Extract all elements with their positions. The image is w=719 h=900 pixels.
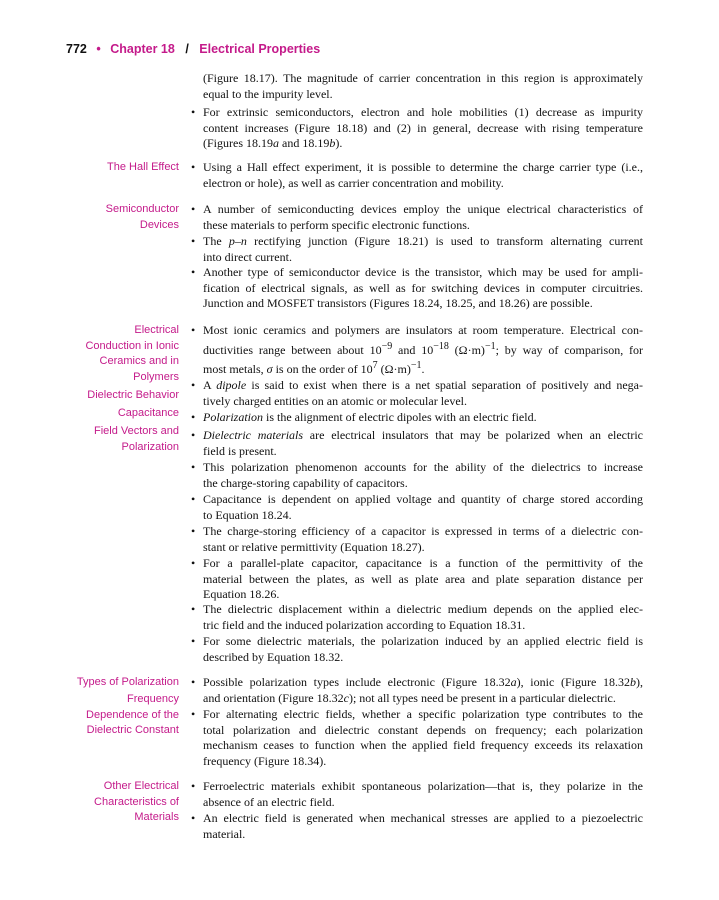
text-line: Junction and MOSFET transistors (Figures 18.24, 18.25, and 18.26) are possible. (203, 296, 593, 310)
margin-heading-line: Capacitance (117, 407, 179, 419)
chapter-label: Chapter 18 (110, 42, 175, 56)
continuation-paragraph (203, 71, 643, 102)
summary-bullet-ferroelectric (203, 779, 643, 810)
bullet-marker: • (191, 524, 196, 538)
bullet-marker: • (191, 378, 196, 392)
text-fragment: a (273, 136, 279, 150)
summary-bullet-devices (203, 202, 643, 233)
text-fragment: and 18.19 (279, 136, 330, 150)
text-line: Capacitance is dependent on applied voltage and quantity of charge stored according (203, 492, 643, 506)
summary-bullet-transistor (203, 265, 643, 312)
text-line: content increases (Figure 18.18) and (2) in general, decrease with rising temperature (203, 120, 643, 135)
margin-heading-line: Ceramics and in (99, 355, 179, 367)
text-line: tric field and the induced polarization according to Equation 18.31. (203, 617, 526, 632)
summary-bullet-ionic-conduction (203, 323, 643, 378)
text-line: described by Equation 18.32. (203, 649, 344, 664)
text-line: For a parallel-plate capacitor, capacitance is a function of the permittivity of the (203, 556, 643, 570)
text-line: tively charged entities on an atomic or molecular level. (203, 393, 468, 408)
superscript: 7 (372, 360, 378, 371)
text-line (203, 234, 643, 250)
page-number: 772 (66, 42, 87, 56)
text-fragment: ); not all types need be present in a particular dielectric. (348, 690, 616, 705)
bullet-marker: • (191, 811, 196, 825)
margin-heading-line: Polarization (121, 440, 179, 453)
text-line: into direct current. (203, 249, 292, 264)
text-line: the charge-storing capability of capacitors. (203, 475, 408, 490)
bullet-marker: • (191, 492, 196, 506)
text-line: total polarization and dielectric constant depends on frequency; each polarization (203, 722, 643, 737)
text-line: Equation 18.26. (203, 587, 280, 601)
header-slash: / (185, 42, 189, 56)
text-fragment: c (343, 690, 349, 705)
text-fragment: Dielectric materials (203, 428, 304, 442)
text-fragment: . (421, 362, 425, 376)
margin-heading-line: The Hall Effect (107, 161, 179, 173)
text-fragment: (Figures 18.19 (203, 136, 273, 150)
text-line: to Equation 18.24. (203, 507, 292, 522)
margin-heading-line: Field Vectors and (94, 425, 179, 437)
text-fragment: is the alignment of electric dipoles with an electric field. (263, 410, 537, 424)
bullet-marker: • (191, 105, 196, 119)
summary-bullet-pn-junction (203, 234, 643, 265)
text-line: material between the plates, as well as plate area and plate separation distance per (203, 571, 643, 586)
text-line: Most ionic ceramics and polymers are insulators at room temperature. Electrical con- (203, 323, 643, 337)
margin-heading-line: Electrical (134, 324, 179, 336)
text-fragment: and orientation (Figure 18.32 (203, 690, 344, 705)
margin-heading-line: Types of Polarization (76, 676, 179, 688)
superscript: −1 (410, 360, 422, 371)
text-fragment: ). (335, 136, 343, 150)
text-line: Using a Hall effect experiment, it is possible to determine the charge carrier type (i.e., (203, 160, 643, 174)
text-fragment: and 10 (392, 342, 434, 357)
margin-heading-dielectric-behavior (87, 388, 179, 404)
chapter-title: Electrical Properties (199, 42, 321, 56)
bullet-marker: • (191, 675, 196, 689)
bullet-marker: • (191, 460, 196, 474)
text-line: For alternating electric fields, whether a specific polarization type contributes to the (203, 707, 643, 721)
header-bullet: • (96, 42, 101, 56)
margin-heading-line: Materials (134, 811, 179, 823)
text-line: The charge-storing efficiency of a capacitor is expressed in terms of a dielectric con- (203, 524, 643, 538)
text-fragment: b (629, 675, 636, 689)
summary-bullet-hall-effect (203, 160, 643, 191)
text-fragment: rectifying junction (Figure 18.21) is used to transform alternating current (246, 234, 644, 248)
margin-heading-line: Other Electrical (103, 780, 179, 792)
bullet-marker: • (191, 234, 196, 248)
text-fragment: most metals, (203, 362, 267, 376)
summary-bullet-mobility (203, 105, 643, 152)
margin-heading-frequency-dependence (86, 692, 179, 739)
margin-heading-field-vectors (94, 424, 179, 455)
text-line: The dielectric displacement within a dielectric medium depends on the applied elec- (203, 602, 643, 616)
text-line: electron or hole), as well as carrier concentration and mobility. (203, 175, 504, 190)
text-line (203, 428, 643, 444)
margin-heading-line: Frequency (127, 693, 179, 705)
text-fragment: ), (635, 675, 643, 689)
summary-bullet-capacitance (203, 492, 643, 523)
text-line: fication of electrical signals, as well as for switching devices in computer circuitries. (203, 280, 643, 295)
text-fragment: The (203, 234, 229, 248)
bullet-marker: • (191, 265, 196, 279)
margin-heading-hall-effect (107, 160, 179, 176)
bullet-marker: • (191, 323, 196, 337)
text-fragment: is on the order of 10 (272, 362, 373, 376)
summary-bullet-polarization-types (203, 675, 643, 706)
text-line (203, 410, 643, 426)
text-line: absence of an electric field. (203, 794, 335, 809)
text-line (203, 691, 643, 707)
superscript: −9 (381, 340, 393, 352)
text-line: stant or relative permittivity (Equation 18.27). (203, 539, 425, 554)
summary-bullet-frequency-dependence (203, 707, 643, 769)
bullet-marker: • (191, 556, 196, 570)
text-line: equal to the impurity level. (203, 86, 333, 101)
text-line (203, 378, 643, 394)
text-fragment: (Ω·m) (448, 342, 485, 357)
summary-bullet-dielectric-materials (203, 428, 643, 459)
bullet-marker: • (191, 202, 196, 216)
margin-heading-ionic-conduction (85, 323, 179, 385)
bullet-marker: • (191, 410, 196, 424)
margin-heading-types-of-polarization (77, 675, 179, 691)
text-line: (Figure 18.17). The magnitude of carrier concentration in this region is approximately (203, 71, 643, 85)
text-line: This polarization phenomenon accounts for the ability of the dielectrics to increase (203, 460, 643, 474)
bullet-marker: • (191, 602, 196, 616)
text-line: Another type of semiconductor device is the transistor, which may be used for ampli- (203, 265, 643, 279)
text-fragment: ), ionic (Figure 18.32 (516, 675, 630, 689)
superscript: −1 (484, 340, 496, 352)
margin-heading-line: Semiconductor (105, 203, 179, 215)
text-fragment: ; by way of comparison, for (495, 342, 644, 357)
margin-heading-line: Devices (139, 218, 179, 231)
text-fragment: is said to exist when there is a net spatial separation of positively and nega- (246, 378, 643, 392)
margin-heading-line: Dielectric Behavior (87, 389, 179, 401)
text-fragment: are electrical insulators that may be polarized when an electric (303, 428, 643, 442)
text-line: A number of semiconducting devices employ the unique electrical characteristics of (203, 202, 643, 216)
bullet-marker: • (191, 428, 196, 442)
margin-heading-line: Conduction in Ionic (85, 339, 179, 352)
bullet-marker: • (191, 160, 196, 174)
margin-heading-other-characteristics (94, 779, 179, 826)
text-fragment: p–n (228, 234, 247, 248)
text-line: Ferroelectric materials exhibit spontaneous polarization—that is, they polarize in the (203, 779, 643, 793)
text-line (203, 358, 643, 378)
bullet-marker: • (191, 634, 196, 648)
text-line (203, 339, 643, 359)
summary-bullet-induced-polarization (203, 634, 643, 665)
text-fragment: dipole (216, 378, 247, 392)
text-fragment: σ (266, 362, 273, 376)
text-line (203, 675, 643, 691)
margin-heading-line: Dielectric Constant (86, 724, 179, 736)
text-fragment: A (203, 378, 217, 392)
text-line: frequency (Figure 18.34). (203, 753, 327, 768)
running-header (66, 42, 320, 56)
superscript: −18 (433, 340, 449, 352)
summary-bullet-parallel-plate (203, 556, 643, 603)
bullet-marker: • (191, 707, 196, 721)
text-fragment: (Ω·m) (377, 362, 411, 376)
text-line: material. (203, 826, 246, 841)
summary-bullet-dielectric-displacement (203, 602, 643, 633)
summary-bullet-piezoelectric (203, 811, 643, 842)
margin-heading-line: Characteristics of (94, 795, 179, 808)
bullet-marker: • (191, 779, 196, 793)
margin-heading-line: Polymers (133, 370, 179, 383)
text-line: For some dielectric materials, the polarization induced by an applied electric field is (203, 634, 643, 648)
text-line: An electric field is generated when mechanical stresses are applied to a piezoelectric (203, 811, 643, 825)
text-fragment: Possible polarization types include electronic (Figure 18.32 (203, 675, 511, 689)
margin-heading-line: Dependence of the (86, 708, 179, 721)
margin-heading-semiconductor-devices (106, 202, 179, 233)
text-fragment: a (510, 675, 517, 689)
text-line: mechanism ceases to function when the applied field frequency exceeds its relaxation (203, 738, 643, 752)
text-line: field is present. (203, 443, 277, 458)
text-line: For extrinsic semiconductors, electron and hole mobilities (1) decrease as impurity (203, 105, 643, 119)
summary-bullet-dielectric-constant (203, 524, 643, 555)
summary-bullet-dipole (203, 378, 643, 409)
text-line (203, 136, 643, 152)
text-fragment: ductivities range between about 10 (203, 342, 382, 357)
summary-bullet-charge-storing (203, 460, 643, 491)
margin-heading-capacitance (118, 406, 179, 422)
summary-bullet-polarization (203, 410, 643, 426)
text-line: these materials to perform specific electronic functions. (203, 217, 470, 232)
text-fragment: Polarization (203, 410, 264, 424)
text-fragment: b (329, 136, 336, 150)
